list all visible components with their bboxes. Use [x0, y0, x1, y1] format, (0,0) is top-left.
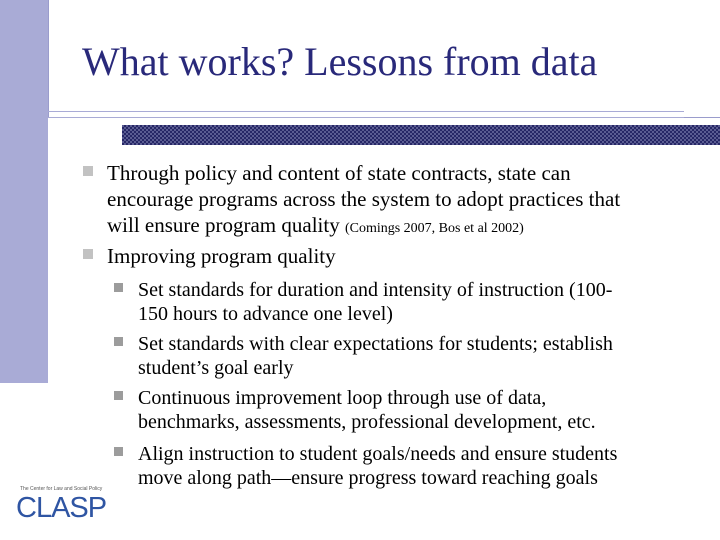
sub-bullet-1-line-1: Set standards for duration and intensity of instruction (100- — [138, 279, 613, 301]
sub-bullet-marker — [114, 283, 123, 292]
sub-bullet-2-line-2: student’s goal early — [138, 357, 294, 379]
sub-bullet-marker — [114, 337, 123, 346]
bullet-marker — [83, 249, 93, 259]
sub-bullet-2-line-1: Set standards with clear expectations for students; establish — [138, 333, 613, 355]
bullet-1-line-3 — [107, 215, 524, 236]
sub-bullet-4-line-1: Align instruction to student goals/needs and ensure students — [138, 443, 618, 465]
sub-bullet-1-line-2: 150 hours to advance one level) — [138, 303, 393, 325]
logo-tagline: The Center for Law and Social Policy — [20, 486, 103, 492]
sub-bullet-3-line-2: benchmarks, assessments, professional development, etc. — [138, 411, 596, 433]
sub-bullet-4-line-2: move along path—ensure progress toward reaching goals — [138, 467, 598, 489]
sub-bullet-3-line-1: Continuous improvement loop through use of data, — [138, 387, 547, 409]
bullet-2-line-1: Improving program quality — [107, 244, 336, 268]
citation: (Comings 2007, Bos et al 2002) — [344, 221, 524, 236]
bullet-marker — [83, 166, 93, 176]
slide-title: What works? Lessons from data — [82, 39, 598, 84]
sub-bullet-marker — [114, 447, 123, 456]
sub-bullet-marker — [114, 391, 123, 400]
bullet-1-line-2: encourage programs across the system to adopt practices that — [107, 187, 621, 211]
bullet-1-line-1: Through policy and content of state contracts, state can — [107, 161, 571, 185]
clasp-logo: CLASP — [16, 492, 107, 524]
bullet-1-line-3-text: will ensure program quality — [107, 213, 340, 237]
